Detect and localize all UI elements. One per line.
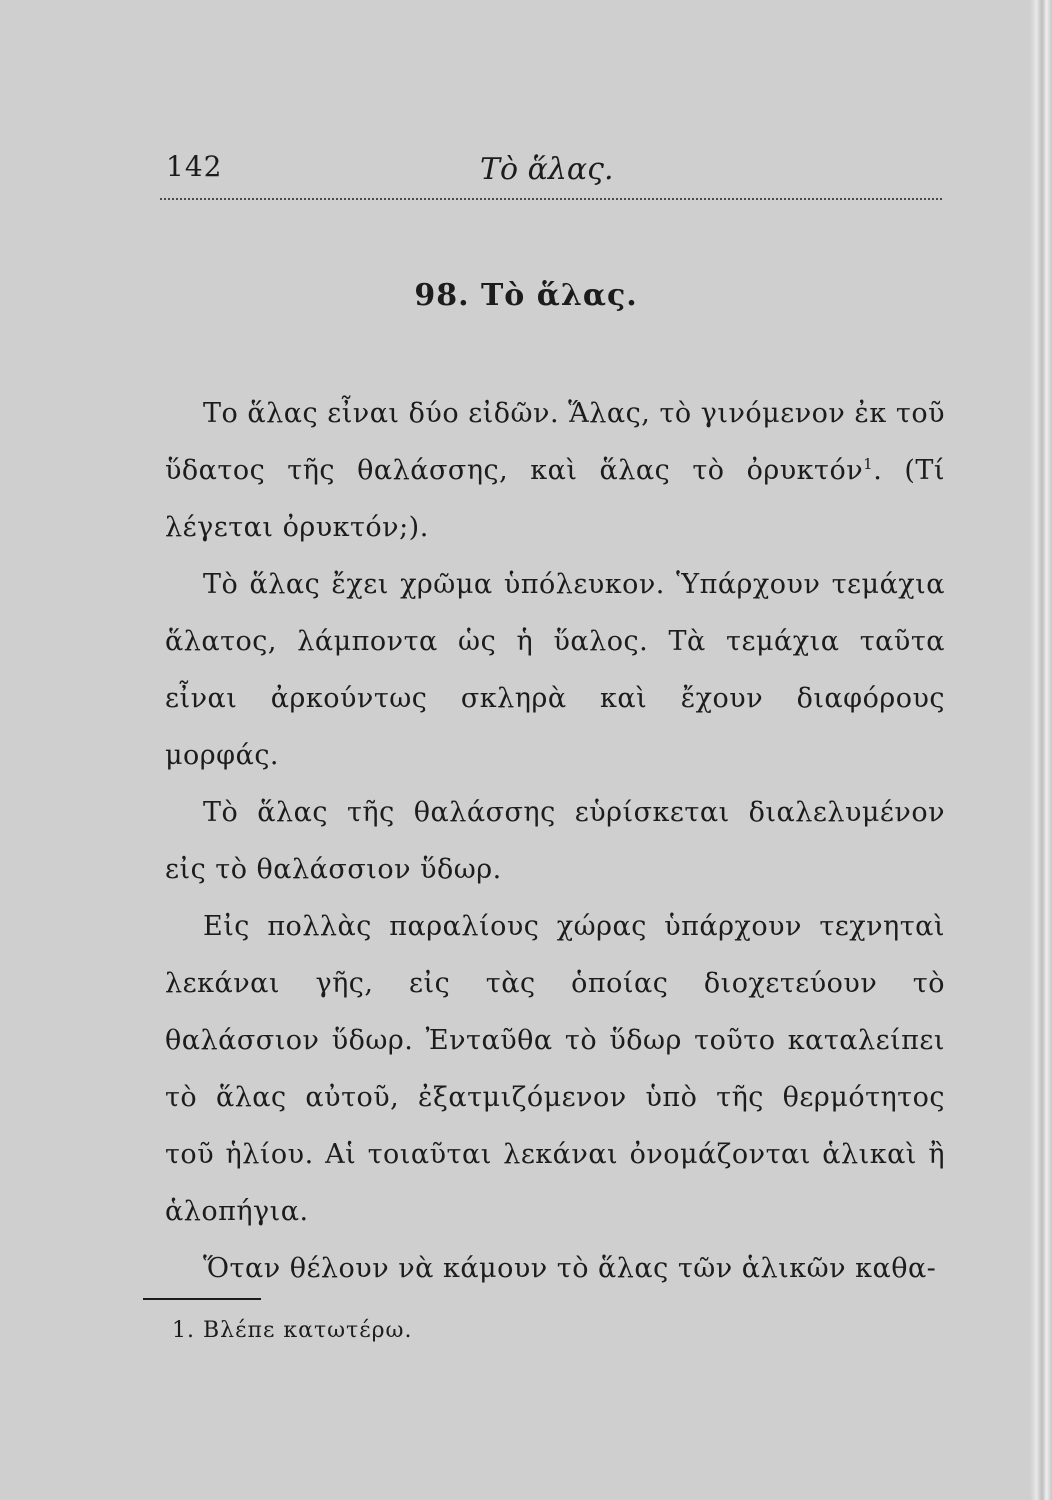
paragraph-4: Εἰς πολλὰς παραλίους χώρας ὑπάρχουν τεχνηταὶ λεκάναι γῆς, εἰς τὰς ὁποίας διοχετεύουν τὸ θαλάσσιον ὕδωρ. Ἐνταῦθα τὸ ὕδωρ τοῦτο καταλείπει τὸ ἅλας αὐτοῦ, ἐξατμιζόμενον ὑπὸ τῆς θερμότητος τοῦ ἡλίου. Αἱ τοιαῦται λεκάναι ὀνομάζονται ἁλικαὶ ἢ ἁλοπήγια.: [165, 911, 945, 1227]
footnote: 1. Βλέπε κατωτέρω.: [172, 1318, 413, 1343]
header-dotted-rule: [160, 198, 942, 200]
paragraph-1: [165, 385, 945, 556]
paragraph-5: Ὅταν θέλουν νὰ κάμουν τὸ ἅλας τῶν ἁλικῶν καθα-: [203, 1253, 937, 1284]
paragraph-1-text: Το ἅλας εἶναι δύο εἰδῶν. Ἅλας, τὸ γινόμενον ἐκ τοῦ ὕδατος τῆς θαλάσσης, καὶ ἅλας τὸ ὀρυκτόν: [165, 398, 945, 486]
section-heading: 98. Τὸ ἅλας.: [414, 278, 638, 313]
page-number: 142: [166, 150, 223, 183]
paragraph-3: Τὸ ἅλας τῆς θαλάσσης εὑρίσκεται διαλελυμένον εἰς τὸ θαλάσσιον ὕδωρ.: [165, 797, 945, 885]
footnote-reference-mark: 1: [863, 455, 874, 473]
running-title: Τὸ ἅλας.: [480, 152, 614, 187]
binding-edge: [1030, 0, 1052, 1500]
footnote-rule: [143, 1298, 261, 1300]
paragraph-2: Τὸ ἅλας ἔχει χρῶμα ὑπόλευκον. Ὑπάρχουν τεμάχια ἅλατος, λάμποντα ὡς ἡ ὕαλος. Τὰ τεμάχια ταῦτα εἶναι ἀρκούντως σκληρὰ καὶ ἔχουν διαφόρους μορφάς.: [165, 569, 945, 771]
body-text: [165, 385, 945, 1297]
running-head: [160, 142, 950, 202]
paragraph-1-text-end: . (Τί λέγεται ὀρυκτόν;).: [165, 455, 945, 543]
